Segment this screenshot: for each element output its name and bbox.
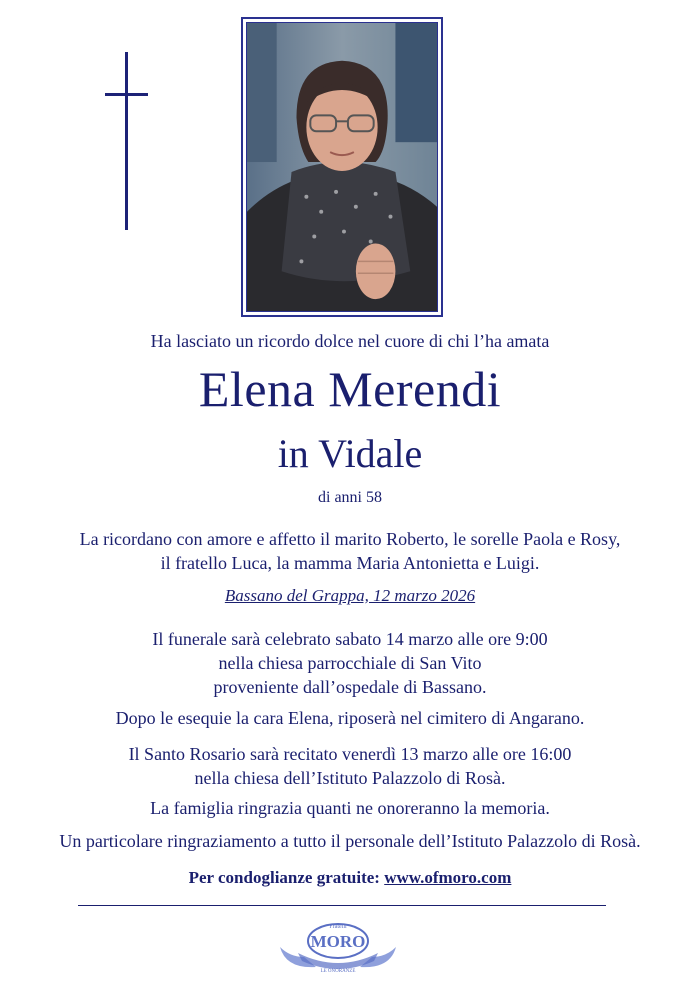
funeral-paragraph	[0, 627, 700, 699]
married-name: in Vidale	[277, 431, 423, 476]
deceased-name: Elena Merendi	[198, 361, 502, 417]
intro-text: Ha lasciato un ricordo dolce nel cuore di chi l’ha amata	[150, 331, 550, 351]
funeral-line: proveniente dall’ospedale di Bassano.	[213, 677, 487, 697]
special-thanks-text: Un particolare ringraziamento a tutto il personale dell’Istituto Palazzolo di Rosà.	[59, 831, 641, 851]
cross-horizontal-bar	[105, 93, 148, 96]
portrait-photo	[241, 17, 443, 317]
age-text: di anni 58	[318, 489, 382, 506]
moro-logo	[276, 917, 400, 975]
funeral-line: Il funerale sarà celebrato sabato 14 marzo alle ore 9:00	[152, 629, 548, 649]
remembered-by-paragraph	[0, 527, 700, 575]
burial-text: Dopo le esequie la cara Elena, riposerà nel cimitero di Angarano.	[115, 708, 585, 728]
funeral-line: nella chiesa parrocchiale di San Vito	[218, 653, 482, 673]
rosary-paragraph	[0, 742, 700, 790]
condolences-line	[0, 868, 700, 888]
remembered-by-line: La ricordano con amore e affetto il marito Roberto, le sorelle Paola e Rosy,	[79, 529, 621, 549]
logo-top-text: Fratelli	[329, 924, 347, 930]
place-date	[0, 586, 700, 606]
logo-bottom-text: LE ONORANZE	[320, 969, 356, 974]
moro-logo-graphic	[276, 917, 400, 975]
cross-vertical-bar	[125, 52, 128, 230]
condolences-link[interactable]: www.ofmoro.com	[384, 868, 512, 887]
remembered-by-line: il fratello Luca, la mamma Maria Antonietta e Luigi.	[160, 553, 540, 573]
place-date-text: Bassano del Grappa, 12 marzo 2026	[224, 586, 476, 605]
rosary-line: nella chiesa dell’Istituto Palazzolo di Rosà.	[194, 768, 506, 788]
logo-main-text: MORO	[310, 932, 366, 951]
rosary-line: Il Santo Rosario sarà recitato venerdì 13 marzo alle ore 16:00	[128, 744, 572, 764]
condolences-label: Per condoglianze gratuite:	[188, 868, 380, 887]
portrait-image	[247, 23, 437, 311]
thanks-text: La famiglia ringrazia quanti ne onoreranno la memoria.	[150, 798, 550, 818]
divider	[78, 905, 606, 906]
